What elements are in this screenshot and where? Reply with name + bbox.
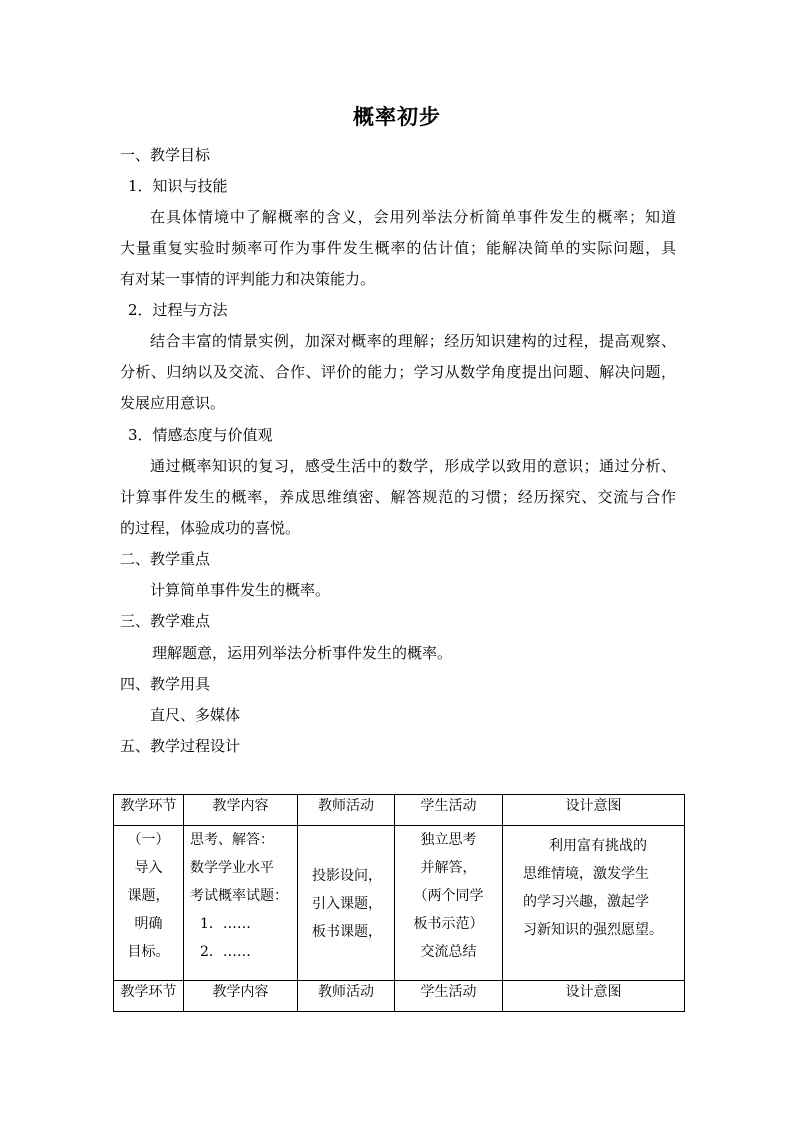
cell-line: 课题， (127, 888, 170, 904)
cell-line: 1．…… (200, 916, 251, 932)
cell-line: 思考、解答： (190, 832, 274, 848)
paragraph-line: 分析、归纳以及交流、合作、评价的能力；学习从数学角度提出问题、解决问题， (120, 363, 676, 381)
cell-line: 投影设问， (312, 868, 382, 884)
paragraph-line: 大量重复实验时频率可作为事件发生概率的估计值；能解决简单的实际问题，具 (120, 239, 676, 257)
table-footer-cell: 教学环节 (114, 981, 184, 1012)
table-header-cell: 教学环节 (114, 795, 184, 826)
section-heading-difficulty: 三、教学难点 (120, 612, 211, 630)
paragraph-line: 通过概率知识的复习，感受生活中的数学，形成学以致用的意识；通过分析、 (150, 457, 676, 475)
cell-line: 习新知识的强烈愿望。 (523, 922, 663, 938)
cell-line: 明确 (134, 916, 163, 932)
section-heading-key-point: 二、教学重点 (120, 550, 211, 568)
cell-line: 板书示范） (413, 916, 484, 932)
cell-line: 思维情境，激发学生 (523, 866, 649, 882)
table-header-row (114, 795, 685, 826)
section-heading-process: 五、教学过程设计 (120, 737, 241, 755)
tools-text: 直尺、多媒体 (150, 706, 241, 724)
teacher-activity-cell (298, 826, 395, 981)
table-header-cell: 学生活动 (395, 795, 503, 826)
subheading-knowledge-skills: 1．知识与技能 (128, 177, 228, 195)
page-title: 概率初步 (353, 104, 441, 129)
cell-line: 数学学业水平 (190, 860, 274, 876)
table-footer-cell: 学生活动 (395, 981, 503, 1012)
table-header-cell: 设计意图 (503, 795, 685, 826)
table-footer-row (114, 981, 685, 1012)
paragraph-line: 有对某一事情的评判能力和决策能力。 (120, 270, 376, 288)
table-footer-cell: 教学内容 (184, 981, 298, 1012)
cell-line: （两个同学 (413, 888, 484, 904)
cell-line: 利用富有挑战的 (549, 838, 647, 854)
cell-line: 的学习兴趣，激起学 (523, 894, 649, 910)
paragraph-line: 发展应用意识。 (120, 394, 226, 412)
content-cell (184, 826, 298, 981)
design-intent-cell (503, 826, 685, 981)
cell-line: 2．…… (200, 944, 251, 960)
paragraph-line: 结合丰富的情景实例，加深对概率的理解；经历知识建构的过程，提高观察、 (150, 332, 676, 350)
cell-line: 独立思考 (420, 832, 477, 848)
table-footer-cell: 教师活动 (298, 981, 395, 1012)
cell-line: 板书课题， (312, 924, 382, 940)
student-activity-cell (395, 826, 503, 981)
stage-cell (114, 826, 184, 981)
table-footer-cell: 设计意图 (503, 981, 685, 1012)
section-heading-objectives: 一、教学目标 (120, 146, 211, 164)
subheading-process-method: 2．过程与方法 (128, 301, 228, 319)
cell-line: 目标。 (127, 944, 170, 960)
difficulty-text: 理解题意，运用列举法分析事件发生的概率。 (152, 644, 453, 662)
cell-line: 交流总结 (420, 944, 477, 960)
key-point-text: 计算简单事件发生的概率。 (150, 581, 331, 599)
teaching-process-table (113, 794, 685, 1012)
section-heading-tools: 四、教学用具 (120, 675, 211, 693)
cell-line: 引入课题， (312, 896, 382, 912)
table-header-cell: 教师活动 (298, 795, 395, 826)
paragraph-line: 计算事件发生的概率，养成思维缜密、解答规范的习惯；经历探究、交流与合作 (120, 488, 676, 506)
table-row (114, 826, 685, 981)
paragraph-line: 在具体情境中了解概率的含义，会用列举法分析简单事件发生的概率；知道 (150, 208, 676, 226)
cell-line: 并解答， (420, 860, 477, 876)
cell-line: 导入 (134, 860, 163, 876)
cell-line: （一） (127, 832, 170, 848)
paragraph-line: 的过程，体验成功的喜悦。 (120, 519, 301, 537)
subheading-attitude-values: 3．情感态度与价值观 (128, 426, 273, 444)
table-header-cell: 教学内容 (184, 795, 298, 826)
cell-line: 考试概率试题： (190, 888, 288, 904)
